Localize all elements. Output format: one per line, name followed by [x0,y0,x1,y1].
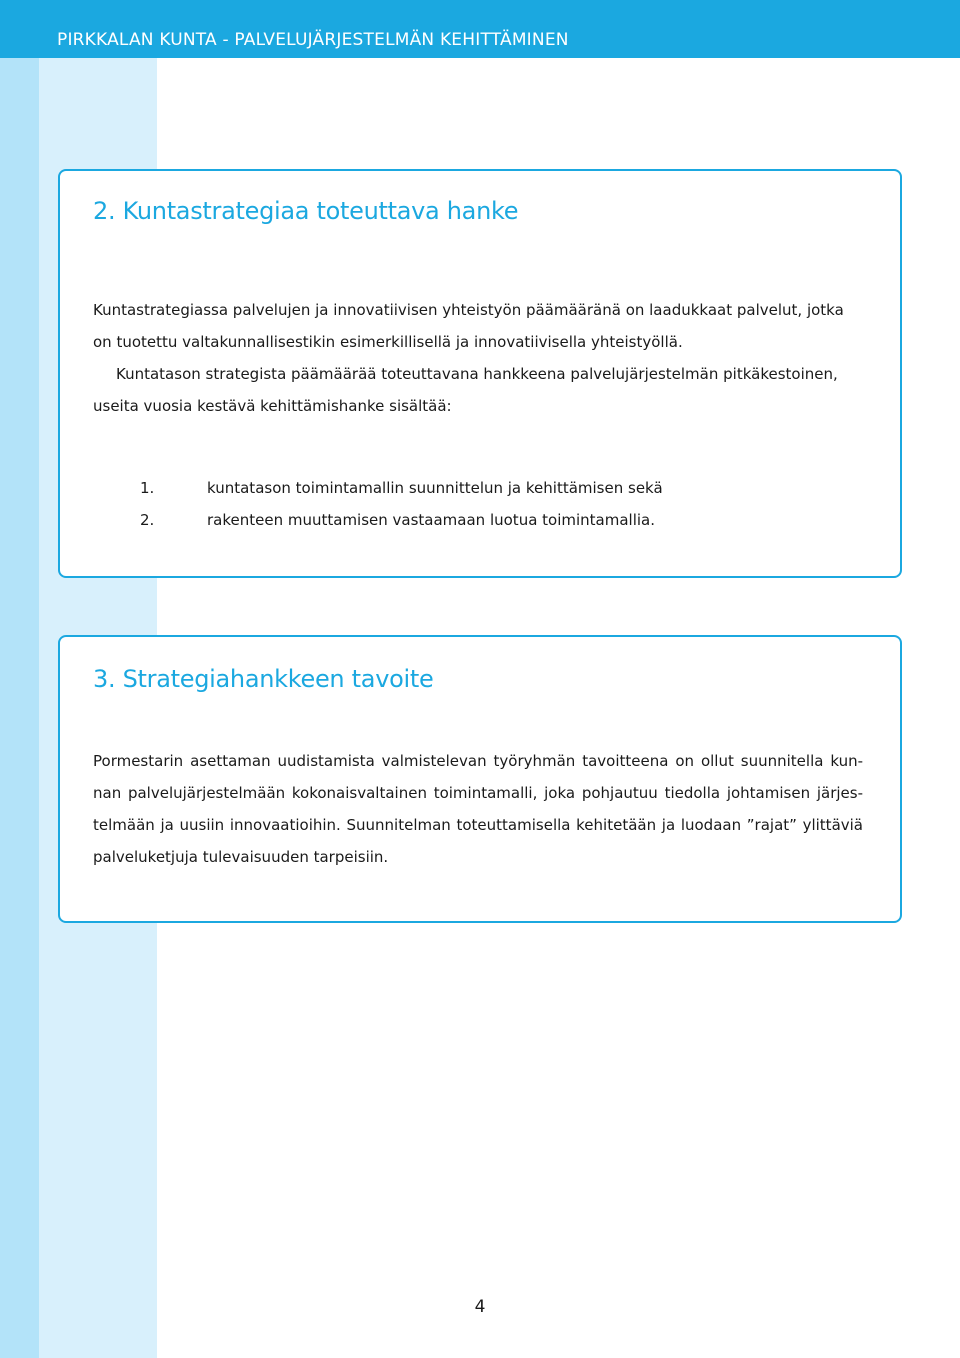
section-3-title: 3. Strategiahankkeen tavoite [93,665,434,693]
section-2-paragraph-2 [93,358,863,422]
list-item-text: kuntatason toimintamallin suunnittelun ja kehittämisen sekä [207,479,663,497]
section-3-card [58,635,902,923]
text-line: Pormestarin asettaman uudistamista valmistelevan työryhmän tavoitteena on ollut suunnitella kun- [93,752,863,770]
document-header-title: PIRKKALAN KUNTA - PALVELUJÄRJESTELMÄN KEHITTÄMINEN [57,30,569,50]
text-line: useita vuosia kestävä kehittämishanke sisältää: [93,397,452,415]
text-line: on tuotettu valtakunnallisestikin esimerkillisellä ja innovatiivisella yhteistyöllä. [93,333,683,351]
list-item-number: 2. [140,511,155,529]
text-line: palveluketjuja tulevaisuuden tarpeisiin. [93,848,389,866]
list-item-number: 1. [140,479,155,497]
section-2-card [58,169,902,578]
header-bar [0,0,960,58]
list-item [140,504,663,536]
text-line: Kuntatason strategista päämäärää toteuttavana hankkeena palvelujärjestelmän pitkäkestoinen, [116,365,838,383]
section-3-paragraph [93,745,863,873]
text-line: nan palvelujärjestelmään kokonaisvaltainen toimintamalli, joka pohjautuu tiedolla johtamisen järjes- [93,784,863,802]
numbered-list [140,472,663,536]
page-number: 4 [474,1297,486,1317]
section-2-title: 2. Kuntastrategiaa toteuttava hanke [93,197,519,225]
list-item [140,472,663,504]
text-line: telmään ja uusiin innovaatioihin. Suunnitelman toteuttamisella kehitetään ja luodaan ”rajat” ylittäviä [93,816,863,834]
list-item-text: rakenteen muuttamisen vastaamaan luotua toimintamallia. [207,511,656,529]
side-stripe-dark [0,58,39,1358]
section-2-paragraph-1 [93,294,863,358]
text-line: Kuntastrategiassa palvelujen ja innovatiivisen yhteistyön päämääränä on laadukkaat palvelut, jotka [93,301,844,319]
